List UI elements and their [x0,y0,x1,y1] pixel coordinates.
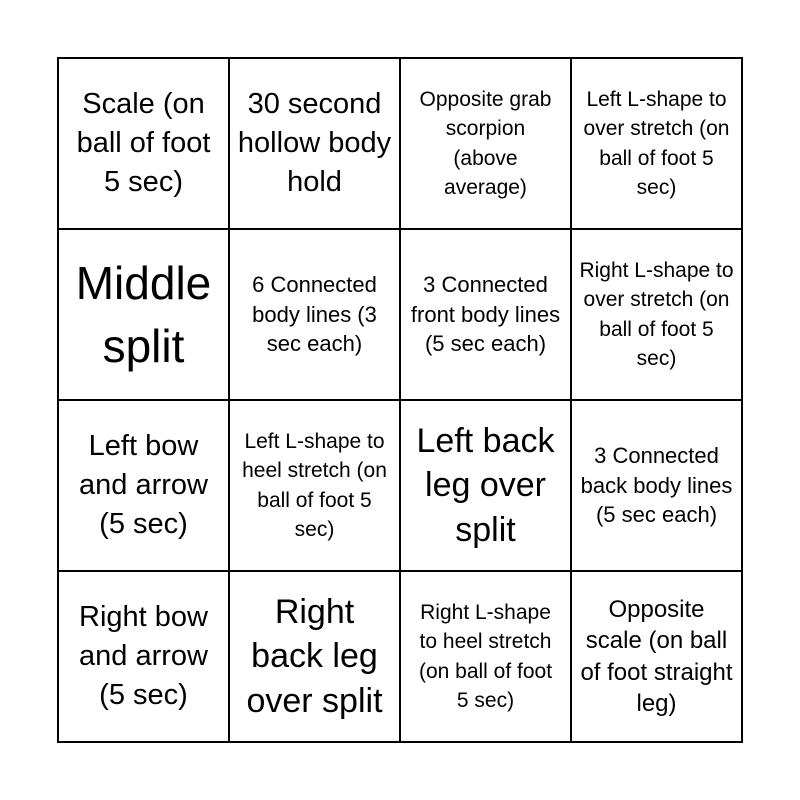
bingo-cell-text: Right bow and arrow (5 sec) [79,600,208,712]
bingo-cell-1[interactable] [58,58,229,229]
bingo-cell-text: Middle split [75,257,212,372]
bingo-cell-text: 30 second hollow body hold [237,87,392,199]
bingo-cell-8[interactable] [571,229,742,400]
bingo-cell-text: Right L-shape to heel stretch (on ball of foot 5 sec) [418,600,553,712]
bingo-cell-6[interactable] [229,229,400,400]
bingo-cell-text: Right L-shape to over stretch (on ball of foot 5 sec) [579,258,734,370]
bingo-cell-12[interactable] [571,400,742,571]
bingo-cell-text: 3 Connected front body lines (5 sec each) [410,271,561,357]
bingo-cell-11[interactable] [400,400,571,571]
bingo-cell-text: Opposite grab scorpion (above average) [419,87,552,199]
bingo-cell-text: Left L-shape to heel stretch (on ball of foot 5 sec) [242,429,387,541]
bingo-cell-15[interactable] [400,571,571,742]
bingo-cell-text: Scale (on ball of foot 5 sec) [76,87,211,199]
bingo-cell-text: Left L-shape to over stretch (on ball of foot 5 sec) [583,87,730,199]
bingo-cell-text: 6 Connected body lines (3 sec each) [252,271,377,357]
bingo-cell-text: Left bow and arrow (5 sec) [79,429,208,541]
bingo-cell-text: Left back leg over split [416,422,555,549]
bingo-cell-3[interactable] [400,58,571,229]
bingo-cell-10[interactable] [229,400,400,571]
bingo-cell-4[interactable] [571,58,742,229]
bingo-cell-14[interactable] [229,571,400,742]
bingo-cell-5[interactable] [58,229,229,400]
bingo-board [57,57,743,743]
bingo-cell-9[interactable] [58,400,229,571]
bingo-cell-2[interactable] [229,58,400,229]
bingo-cell-text: Opposite scale (on ball of foot straight leg) [580,596,733,717]
bingo-cell-7[interactable] [400,229,571,400]
bingo-cell-text: 3 Connected back body lines (5 sec each) [580,442,733,528]
bingo-cell-13[interactable] [58,571,229,742]
bingo-cell-text: Right back leg over split [246,593,383,720]
bingo-cell-16[interactable] [571,571,742,742]
